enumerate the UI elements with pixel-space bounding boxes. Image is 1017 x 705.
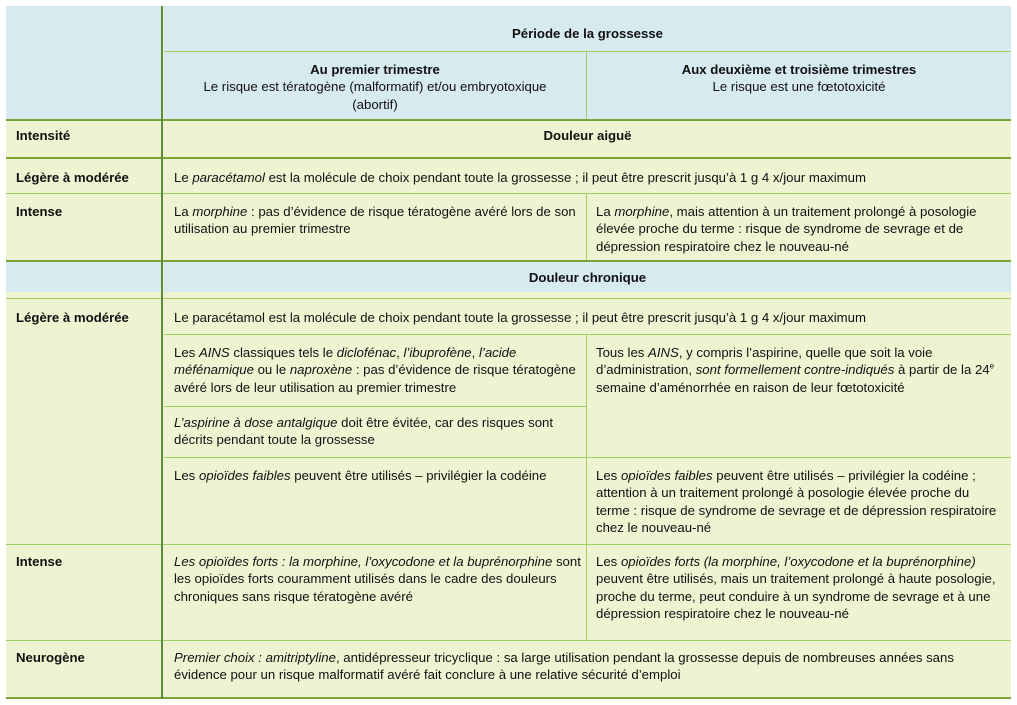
column-divider-acute-intense — [586, 194, 587, 260]
second-third-trimester-header — [587, 52, 1011, 119]
first-trimester-title: Au premier trimestre — [310, 62, 440, 77]
period-header — [164, 6, 1011, 51]
rule-under-header — [6, 119, 1011, 121]
second-third-trimester-description: Le risque est une fœtotoxicité — [712, 79, 886, 95]
first-trimester-description: Le risque est tératogène (malformatif) et/ou embryotoxique (abortif) — [203, 79, 547, 112]
intensity-label: Intensité — [16, 128, 71, 143]
acute-pain-header — [164, 127, 1011, 144]
rule-above-chronic — [6, 260, 1011, 262]
rule-under-acute-mild — [6, 193, 1011, 194]
chronic-strong-opioids-second-third-trimester: Les opioïdes forts (la morphine, l’oxycodone et la buprénorphine) peuvent être utilisés, mais un traitement prolongé à haute posologie, proche du terme, peut conduire à un syndrome de sevrage et à une dépression respiratoire chez le nouveau-né — [596, 554, 996, 622]
first-trimester-header — [164, 52, 586, 119]
rule-above-chronic-intense — [6, 544, 1011, 545]
second-third-trimester-title: Aux deuxième et troisième trimestres — [681, 62, 917, 77]
column-divider-labels — [161, 6, 163, 699]
chronic-pain-title: Douleur chronique — [528, 270, 647, 285]
acute-intense-second-third-trimester: La morphine, mais attention à un traitement prolongé à posologie élevée proche du terme : risque de syndrome de sevrage et de dépression respiratoire chez le nouveau-né — [596, 204, 977, 254]
chronic-ains-second-third-trimester: Tous les AINS, y compris l’aspirine, quelle que soit la voie d’administration, sont formellement contre-indiqués à partir de la 24e semaine d’aménorrhée en raison de leur fœtotoxicité — [596, 345, 995, 395]
rule-under-acute-title — [6, 157, 1011, 159]
rule-under-chronic-title — [6, 298, 1011, 299]
column-divider-chronic — [586, 335, 587, 640]
chronic-ains-first-trimester: Les AINS classiques tels le diclofénac, l’ibuprofène, l’acide méfénamique ou le naproxène : pas d’évidence de risque tératogène avéré lors de leur utilisation au premier trimestre — [174, 345, 576, 395]
rule-bottom — [6, 697, 1011, 699]
acute-mild-text: Le paracétamol est la molécule de choix pendant toute la grossesse ; il peut être prescrit jusqu’à 1 g 4 x/jour maximum — [174, 170, 866, 185]
period-title: Période de la grossesse — [512, 26, 663, 41]
chronic-aspirin-first-trimester: L’aspirine à dose antalgique doit être évitée, car des risques sont décrits pendant toute la grossesse — [174, 415, 554, 448]
rule-under-ains — [164, 406, 586, 407]
chronic-neurogenic-label: Neurogène — [16, 650, 85, 665]
pain-pregnancy-table — [6, 6, 1011, 699]
acute-intense-label: Intense — [16, 204, 63, 219]
header-label-column — [6, 6, 161, 119]
chronic-neurogenic-text: Premier choix : amitriptyline, antidépresseur tricyclique : sa large utilisation pendant la grossesse depuis de nombreuses années sans évidence pour un risque malformatif avéré fait conclure à une relative sécurité d’emploi — [174, 650, 954, 683]
chronic-strong-opioids-first-trimester: Les opioïdes forts : la morphine, l’oxycodone et la buprénorphine sont les opioïdes forts couramment utilisés dans le cadre des douleurs chroniques sans risque tératogène avéré — [174, 554, 581, 604]
chronic-weak-opioids-first-trimester: Les opioïdes faibles peuvent être utilisés – privilégier la codéine — [174, 468, 547, 483]
acute-mild-label: Légère à modérée — [16, 170, 129, 185]
rule-under-aspirin — [164, 457, 1011, 458]
rule-under-chronic-mild — [164, 334, 1011, 335]
acute-intense-first-trimester: La morphine : pas d’évidence de risque tératogène avéré lors de son utilisation au premier trimestre — [174, 204, 576, 237]
acute-pain-title: Douleur aiguë — [543, 128, 632, 143]
chronic-mild-label: Légère à modérée — [16, 310, 129, 325]
rule-above-neurogenic — [6, 640, 1011, 641]
chronic-intense-label: Intense — [16, 554, 63, 569]
chronic-pain-header — [164, 261, 1011, 292]
rule-under-period — [164, 51, 1011, 52]
chronic-header-label-column — [6, 261, 161, 292]
chronic-mild-text: Le paracétamol est la molécule de choix pendant toute la grossesse ; il peut être prescrit jusqu’à 1 g 4 x/jour maximum — [174, 310, 866, 325]
chronic-weak-opioids-second-third-trimester: Les opioïdes faibles peuvent être utilisés – privilégier la codéine ; attention à un traitement prolongé à posologie élevée proche du terme : risque de syndrome de sevrage et de dépression respiratoire chez le nouveau-né — [596, 468, 997, 536]
column-divider-header-trimesters — [586, 52, 587, 119]
